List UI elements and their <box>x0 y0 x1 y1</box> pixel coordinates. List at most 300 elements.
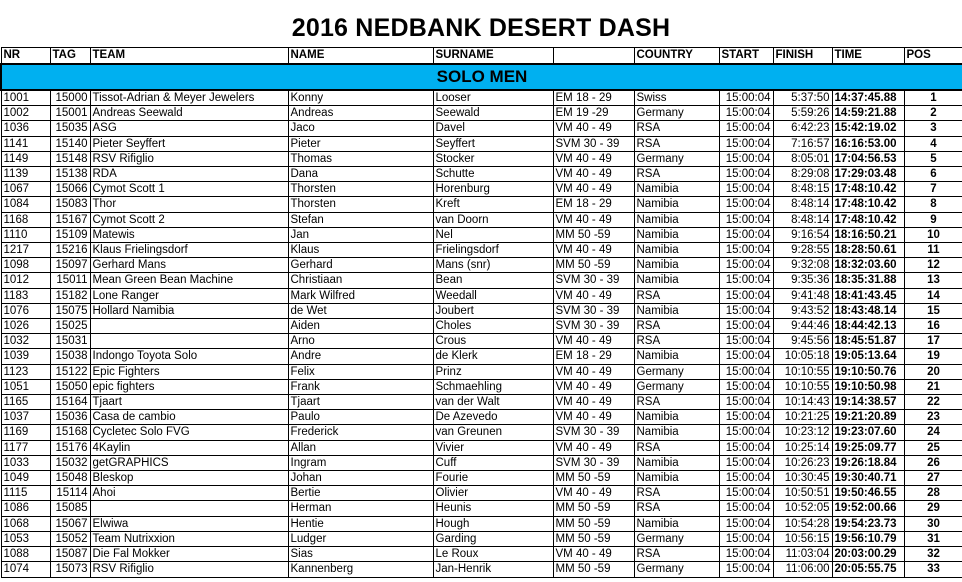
cell-nr: 1183 <box>1 288 50 303</box>
cell-start: 15:00:04 <box>719 106 773 121</box>
cell-pos: 27 <box>904 471 962 486</box>
cell-country: Namibia <box>634 303 719 318</box>
cell-start: 15:00:04 <box>719 212 773 227</box>
cell-name: Arno <box>288 334 433 349</box>
cell-start: 15:00:04 <box>719 364 773 379</box>
table-row <box>1 182 962 197</box>
cell-name: Stefan <box>288 212 433 227</box>
cell-finish: 10:30:45 <box>773 471 832 486</box>
cell-nr: 1033 <box>1 455 50 470</box>
cell-finish: 9:28:55 <box>773 243 832 258</box>
cell-tag: 15000 <box>50 90 90 106</box>
cell-category: VM 40 - 49 <box>553 151 634 166</box>
cell-category: VM 40 - 49 <box>553 364 634 379</box>
cell-tag: 15075 <box>50 303 90 318</box>
cell-surname: Crous <box>433 334 553 349</box>
cell-time: 14:59:21.88 <box>832 106 904 121</box>
cell-country: Namibia <box>634 471 719 486</box>
cell-finish: 10:54:28 <box>773 516 832 531</box>
cell-nr: 1068 <box>1 516 50 531</box>
table-row <box>1 501 962 516</box>
cell-country: Namibia <box>634 516 719 531</box>
header-nr: NR <box>1 48 50 65</box>
cell-name: Ludger <box>288 531 433 546</box>
cell-country: Germany <box>634 379 719 394</box>
cell-start: 15:00:04 <box>719 349 773 364</box>
cell-category: MM 50 -59 <box>553 258 634 273</box>
table-row <box>1 273 962 288</box>
cell-country: Germany <box>634 106 719 121</box>
cell-name: de Wet <box>288 303 433 318</box>
cell-name: Felix <box>288 364 433 379</box>
results-table <box>0 47 962 578</box>
cell-country: Swiss <box>634 90 719 106</box>
header-finish: FINISH <box>773 48 832 65</box>
cell-tag: 15067 <box>50 516 90 531</box>
cell-pos: 16 <box>904 319 962 334</box>
cell-category: EM 18 - 29 <box>553 197 634 212</box>
table-row <box>1 90 962 106</box>
cell-nr: 1139 <box>1 167 50 182</box>
cell-finish: 10:05:18 <box>773 349 832 364</box>
cell-nr: 1001 <box>1 90 50 106</box>
cell-finish: 9:45:56 <box>773 334 832 349</box>
cell-tag: 15035 <box>50 121 90 136</box>
cell-time: 17:04:56.53 <box>832 151 904 166</box>
cell-surname: Jan-Henrik <box>433 562 553 577</box>
header-pos: POS <box>904 48 962 65</box>
cell-team: Tjaart <box>90 395 288 410</box>
cell-time: 17:48:10.42 <box>832 197 904 212</box>
table-row <box>1 212 962 227</box>
cell-category: EM 18 - 29 <box>553 349 634 364</box>
cell-country: Namibia <box>634 258 719 273</box>
cell-start: 15:00:04 <box>719 547 773 562</box>
table-row <box>1 471 962 486</box>
cell-finish: 10:56:15 <box>773 531 832 546</box>
cell-name: Thorsten <box>288 197 433 212</box>
cell-country: RSA <box>634 486 719 501</box>
cell-start: 15:00:04 <box>719 471 773 486</box>
cell-time: 18:35:31.88 <box>832 273 904 288</box>
cell-nr: 1049 <box>1 471 50 486</box>
cell-start: 15:00:04 <box>719 440 773 455</box>
cell-time: 19:10:50.76 <box>832 364 904 379</box>
cell-category: VM 40 - 49 <box>553 440 634 455</box>
cell-time: 18:43:48.14 <box>832 303 904 318</box>
cell-start: 15:00:04 <box>719 288 773 303</box>
cell-start: 15:00:04 <box>719 151 773 166</box>
cell-time: 18:41:43.45 <box>832 288 904 303</box>
cell-time: 19:26:18.84 <box>832 455 904 470</box>
cell-country: Namibia <box>634 227 719 242</box>
cell-time: 18:45:51.87 <box>832 334 904 349</box>
cell-start: 15:00:04 <box>719 486 773 501</box>
cell-nr: 1051 <box>1 379 50 394</box>
table-row <box>1 364 962 379</box>
cell-name: Ingram <box>288 455 433 470</box>
cell-tag: 15138 <box>50 167 90 182</box>
cell-surname: Garding <box>433 531 553 546</box>
cell-name: Frederick <box>288 425 433 440</box>
cell-pos: 19 <box>904 349 962 364</box>
cell-pos: 11 <box>904 243 962 258</box>
cell-country: RSA <box>634 136 719 151</box>
section-row <box>1 64 962 90</box>
cell-surname: Olivier <box>433 486 553 501</box>
cell-category: SVM 30 - 39 <box>553 303 634 318</box>
cell-finish: 10:14:43 <box>773 395 832 410</box>
cell-surname: Nel <box>433 227 553 242</box>
cell-time: 18:32:03.60 <box>832 258 904 273</box>
cell-surname: Stocker <box>433 151 553 166</box>
cell-surname: De Azevedo <box>433 410 553 425</box>
cell-category: MM 50 -59 <box>553 227 634 242</box>
cell-time: 17:29:03.48 <box>832 167 904 182</box>
cell-finish: 8:48:15 <box>773 182 832 197</box>
cell-country: Namibia <box>634 455 719 470</box>
cell-pos: 26 <box>904 455 962 470</box>
cell-tag: 15216 <box>50 243 90 258</box>
cell-name: Frank <box>288 379 433 394</box>
cell-category: VM 40 - 49 <box>553 182 634 197</box>
cell-country: Germany <box>634 531 719 546</box>
cell-country: Namibia <box>634 273 719 288</box>
cell-name: Mark Wilfred <box>288 288 433 303</box>
cell-time: 14:37:45.88 <box>832 90 904 106</box>
cell-name: Thorsten <box>288 182 433 197</box>
cell-pos: 31 <box>904 531 962 546</box>
cell-surname: Fourie <box>433 471 553 486</box>
cell-pos: 30 <box>904 516 962 531</box>
cell-surname: Cuff <box>433 455 553 470</box>
cell-team: Gerhard Mans <box>90 258 288 273</box>
cell-finish: 10:52:05 <box>773 501 832 516</box>
cell-name: Johan <box>288 471 433 486</box>
cell-finish: 9:16:54 <box>773 227 832 242</box>
header-team: TEAM <box>90 48 288 65</box>
cell-tag: 15038 <box>50 349 90 364</box>
cell-surname: Seewald <box>433 106 553 121</box>
cell-nr: 1149 <box>1 151 50 166</box>
cell-team: Cymot Scott 2 <box>90 212 288 227</box>
cell-team: Andreas Seewald <box>90 106 288 121</box>
cell-tag: 15167 <box>50 212 90 227</box>
cell-team: Team Nutrixxion <box>90 531 288 546</box>
cell-country: Namibia <box>634 212 719 227</box>
cell-start: 15:00:04 <box>719 425 773 440</box>
cell-finish: 11:06:00 <box>773 562 832 577</box>
cell-country: Namibia <box>634 349 719 364</box>
cell-pos: 25 <box>904 440 962 455</box>
cell-country: RSA <box>634 501 719 516</box>
header-row <box>1 48 962 65</box>
cell-category: SVM 30 - 39 <box>553 425 634 440</box>
cell-team: RSV Rifiglio <box>90 562 288 577</box>
cell-nr: 1084 <box>1 197 50 212</box>
cell-time: 20:03:00.29 <box>832 547 904 562</box>
cell-surname: Looser <box>433 90 553 106</box>
table-row <box>1 334 962 349</box>
cell-surname: de Klerk <box>433 349 553 364</box>
cell-tag: 15083 <box>50 197 90 212</box>
table-row <box>1 319 962 334</box>
cell-team: Ahoi <box>90 486 288 501</box>
table-row <box>1 136 962 151</box>
cell-time: 19:21:20.89 <box>832 410 904 425</box>
cell-tag: 15048 <box>50 471 90 486</box>
cell-name: Thomas <box>288 151 433 166</box>
cell-team: Matewis <box>90 227 288 242</box>
cell-team: Thor <box>90 197 288 212</box>
cell-time: 19:52:00.66 <box>832 501 904 516</box>
cell-category: SVM 30 - 39 <box>553 273 634 288</box>
cell-name: Andre <box>288 349 433 364</box>
cell-finish: 9:43:52 <box>773 303 832 318</box>
cell-team: Bleskop <box>90 471 288 486</box>
cell-finish: 10:25:14 <box>773 440 832 455</box>
cell-tag: 15164 <box>50 395 90 410</box>
cell-category: VM 40 - 49 <box>553 212 634 227</box>
cell-team: RDA <box>90 167 288 182</box>
table-row <box>1 455 962 470</box>
table-row <box>1 243 962 258</box>
cell-surname: Joubert <box>433 303 553 318</box>
cell-finish: 5:59:26 <box>773 106 832 121</box>
cell-start: 15:00:04 <box>719 273 773 288</box>
cell-category: VM 40 - 49 <box>553 334 634 349</box>
cell-category: VM 40 - 49 <box>553 410 634 425</box>
cell-finish: 8:48:14 <box>773 197 832 212</box>
cell-start: 15:00:04 <box>719 227 773 242</box>
cell-team <box>90 334 288 349</box>
cell-surname: Hough <box>433 516 553 531</box>
cell-pos: 9 <box>904 212 962 227</box>
cell-category: VM 40 - 49 <box>553 288 634 303</box>
cell-tag: 15025 <box>50 319 90 334</box>
cell-start: 15:00:04 <box>719 319 773 334</box>
cell-start: 15:00:04 <box>719 455 773 470</box>
cell-pos: 21 <box>904 379 962 394</box>
cell-name: Christiaan <box>288 273 433 288</box>
cell-category: MM 50 -59 <box>553 562 634 577</box>
cell-name: Kannenberg <box>288 562 433 577</box>
cell-start: 15:00:04 <box>719 258 773 273</box>
cell-pos: 7 <box>904 182 962 197</box>
table-row <box>1 288 962 303</box>
cell-team: epic fighters <box>90 379 288 394</box>
cell-finish: 10:21:25 <box>773 410 832 425</box>
cell-start: 15:00:04 <box>719 562 773 577</box>
cell-finish: 10:50:51 <box>773 486 832 501</box>
header-tag: TAG <box>50 48 90 65</box>
cell-tag: 15176 <box>50 440 90 455</box>
table-row <box>1 227 962 242</box>
cell-nr: 1110 <box>1 227 50 242</box>
cell-tag: 15148 <box>50 151 90 166</box>
cell-category: EM 18 - 29 <box>553 90 634 106</box>
cell-time: 16:16:53.00 <box>832 136 904 151</box>
cell-category: VM 40 - 49 <box>553 167 634 182</box>
cell-tag: 15052 <box>50 531 90 546</box>
table-row <box>1 516 962 531</box>
table-row <box>1 395 962 410</box>
cell-category: EM 19 -29 <box>553 106 634 121</box>
cell-start: 15:00:04 <box>719 182 773 197</box>
cell-tag: 15087 <box>50 547 90 562</box>
cell-pos: 14 <box>904 288 962 303</box>
cell-finish: 8:48:14 <box>773 212 832 227</box>
cell-time: 15:42:19.02 <box>832 121 904 136</box>
cell-finish: 9:44:46 <box>773 319 832 334</box>
cell-surname: Davel <box>433 121 553 136</box>
section-title: SOLO MEN <box>1 64 962 90</box>
cell-name: Gerhard <box>288 258 433 273</box>
cell-finish: 10:10:55 <box>773 379 832 394</box>
cell-start: 15:00:04 <box>719 334 773 349</box>
cell-country: Namibia <box>634 197 719 212</box>
cell-nr: 1086 <box>1 501 50 516</box>
cell-country: RSA <box>634 167 719 182</box>
cell-pos: 2 <box>904 106 962 121</box>
cell-surname: Choles <box>433 319 553 334</box>
cell-tag: 15140 <box>50 136 90 151</box>
table-row <box>1 547 962 562</box>
cell-start: 15:00:04 <box>719 136 773 151</box>
cell-name: Klaus <box>288 243 433 258</box>
cell-surname: Le Roux <box>433 547 553 562</box>
cell-nr: 1037 <box>1 410 50 425</box>
cell-category: VM 40 - 49 <box>553 395 634 410</box>
header-category <box>553 48 634 65</box>
cell-nr: 1123 <box>1 364 50 379</box>
cell-finish: 10:10:55 <box>773 364 832 379</box>
cell-team: RSV Rifiglio <box>90 151 288 166</box>
cell-category: MM 50 -59 <box>553 516 634 531</box>
header-name: NAME <box>288 48 433 65</box>
cell-country: RSA <box>634 334 719 349</box>
cell-surname: Weedall <box>433 288 553 303</box>
cell-tag: 15085 <box>50 501 90 516</box>
cell-tag: 15073 <box>50 562 90 577</box>
cell-name: Jan <box>288 227 433 242</box>
cell-surname: Heunis <box>433 501 553 516</box>
cell-nr: 1026 <box>1 319 50 334</box>
cell-category: SVM 30 - 39 <box>553 455 634 470</box>
cell-team: 4Kaylin <box>90 440 288 455</box>
cell-team: Epic Fighters <box>90 364 288 379</box>
cell-surname: Prinz <box>433 364 553 379</box>
cell-finish: 8:05:01 <box>773 151 832 166</box>
cell-time: 19:23:07.60 <box>832 425 904 440</box>
cell-name: Pieter <box>288 136 433 151</box>
cell-nr: 1012 <box>1 273 50 288</box>
cell-category: VM 40 - 49 <box>553 486 634 501</box>
cell-surname: Vivier <box>433 440 553 455</box>
cell-country: Germany <box>634 151 719 166</box>
table-row <box>1 440 962 455</box>
cell-time: 19:30:40.71 <box>832 471 904 486</box>
cell-team <box>90 501 288 516</box>
cell-category: VM 40 - 49 <box>553 243 634 258</box>
cell-country: RSA <box>634 440 719 455</box>
cell-finish: 10:23:12 <box>773 425 832 440</box>
cell-nr: 1177 <box>1 440 50 455</box>
cell-nr: 1141 <box>1 136 50 151</box>
cell-country: Germany <box>634 364 719 379</box>
cell-name: Hentie <box>288 516 433 531</box>
cell-team: Hollard Namibia <box>90 303 288 318</box>
cell-team: Indongo Toyota Solo <box>90 349 288 364</box>
cell-finish: 6:42:23 <box>773 121 832 136</box>
cell-tag: 15168 <box>50 425 90 440</box>
cell-start: 15:00:04 <box>719 410 773 425</box>
cell-name: Aiden <box>288 319 433 334</box>
cell-team <box>90 319 288 334</box>
cell-finish: 8:29:08 <box>773 167 832 182</box>
cell-start: 15:00:04 <box>719 516 773 531</box>
cell-name: Sias <box>288 547 433 562</box>
cell-category: MM 50 -59 <box>553 531 634 546</box>
cell-start: 15:00:04 <box>719 303 773 318</box>
cell-surname: van Greunen <box>433 425 553 440</box>
cell-name: Bertie <box>288 486 433 501</box>
cell-category: VM 40 - 49 <box>553 547 634 562</box>
header-country: COUNTRY <box>634 48 719 65</box>
cell-name: Andreas <box>288 106 433 121</box>
cell-country: Namibia <box>634 425 719 440</box>
cell-team: ASG <box>90 121 288 136</box>
table-row <box>1 151 962 166</box>
cell-category: MM 50 -59 <box>553 471 634 486</box>
cell-pos: 5 <box>904 151 962 166</box>
cell-start: 15:00:04 <box>719 121 773 136</box>
cell-team: getGRAPHICS <box>90 455 288 470</box>
page-title: 2016 NEDBANK DESERT DASH <box>291 14 671 42</box>
cell-surname: van Doorn <box>433 212 553 227</box>
cell-nr: 1165 <box>1 395 50 410</box>
cell-time: 19:50:46.55 <box>832 486 904 501</box>
cell-country: RSA <box>634 547 719 562</box>
cell-pos: 24 <box>904 425 962 440</box>
cell-start: 15:00:04 <box>719 379 773 394</box>
cell-team: Pieter Seyffert <box>90 136 288 151</box>
cell-time: 18:28:50.61 <box>832 243 904 258</box>
cell-country: Namibia <box>634 410 719 425</box>
table-row <box>1 258 962 273</box>
cell-surname: Seyffert <box>433 136 553 151</box>
cell-nr: 1168 <box>1 212 50 227</box>
cell-time: 18:16:50.21 <box>832 227 904 242</box>
cell-team: Klaus Frielingsdorf <box>90 243 288 258</box>
cell-time: 19:14:38.57 <box>832 395 904 410</box>
cell-tag: 15011 <box>50 273 90 288</box>
cell-team: Casa de cambio <box>90 410 288 425</box>
cell-tag: 15097 <box>50 258 90 273</box>
cell-tag: 15182 <box>50 288 90 303</box>
cell-start: 15:00:04 <box>719 167 773 182</box>
cell-surname: Schutte <box>433 167 553 182</box>
cell-start: 15:00:04 <box>719 243 773 258</box>
cell-category: SVM 30 - 39 <box>553 319 634 334</box>
cell-time: 19:10:50.98 <box>832 379 904 394</box>
cell-pos: 12 <box>904 258 962 273</box>
cell-nr: 1169 <box>1 425 50 440</box>
cell-country: Germany <box>634 562 719 577</box>
cell-team: Mean Green Bean Machine <box>90 273 288 288</box>
cell-tag: 15109 <box>50 227 90 242</box>
cell-start: 15:00:04 <box>719 90 773 106</box>
